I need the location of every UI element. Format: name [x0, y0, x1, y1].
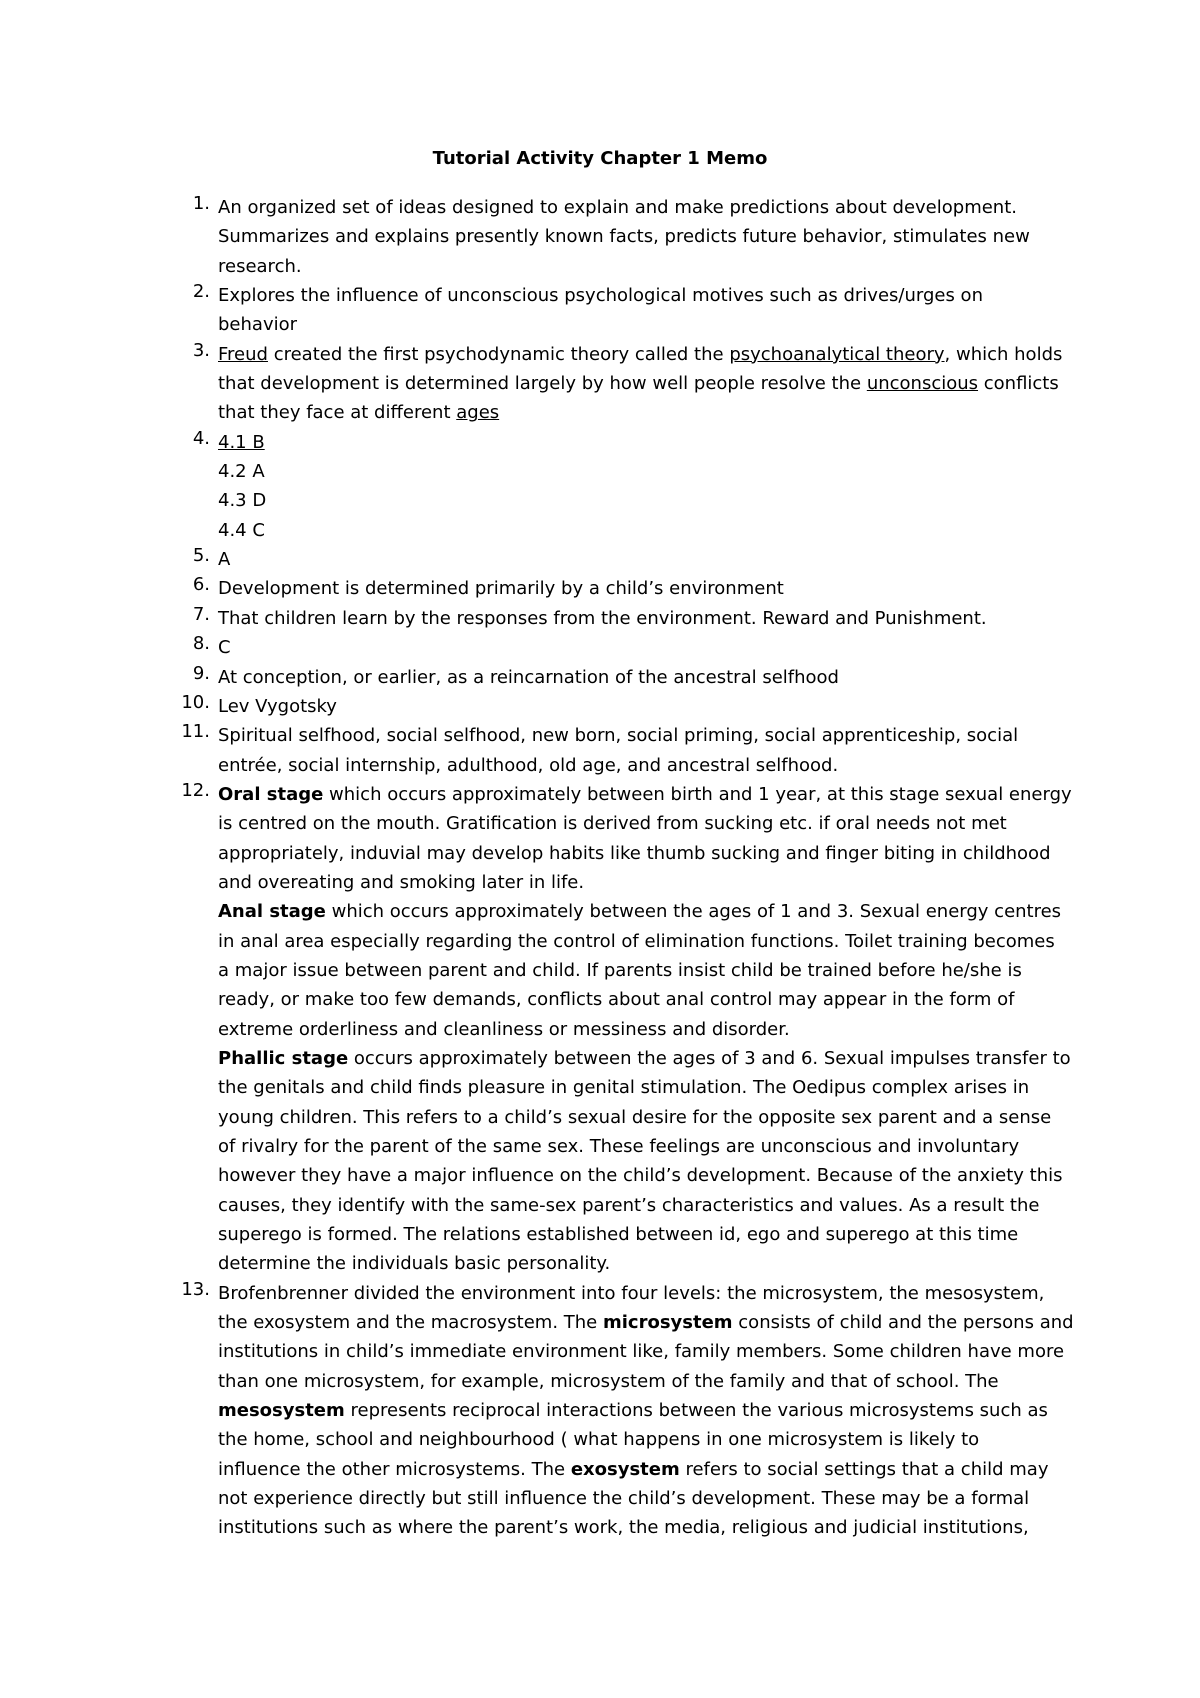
list-item — [160, 604, 1060, 633]
item-line — [218, 574, 1060, 603]
item-line — [218, 1044, 1071, 1073]
item-line — [218, 839, 1060, 868]
text-run: Spiritual selfhood, social selfhood, new born, social priming, social apprenticeship, social — [218, 725, 1019, 747]
text-run: C — [218, 637, 231, 659]
text-run: the exosystem and the macrosystem. The — [218, 1312, 603, 1334]
item-line — [218, 1132, 1060, 1161]
list-item — [160, 779, 1072, 1279]
text-run: that development is determined largely by how well people resolve the — [218, 373, 867, 395]
item-line — [218, 222, 1060, 251]
text-run: A — [218, 549, 231, 571]
text-run: created the first psychodynamic theory called the — [267, 343, 730, 365]
text-run: , which holds — [944, 343, 1063, 365]
text-run: 4.2 A — [218, 461, 265, 483]
text-run: determine the individuals basic personality. — [218, 1253, 611, 1275]
text-run: represents reciprocal interactions between the various microsystems such as — [344, 1400, 1048, 1422]
item-line — [218, 1367, 1060, 1396]
text-run: and overeating and smoking later in life. — [218, 871, 585, 893]
item-number: 9. — [192, 662, 210, 684]
item-line — [218, 1455, 1060, 1484]
text-run: not experience directly but still influence the child’s development. These may be a formal — [218, 1488, 1030, 1510]
item-line — [218, 1015, 1060, 1044]
text-run: entrée, social internship, adulthood, old age, and ancestral selfhood. — [218, 754, 839, 776]
list-item — [160, 428, 1060, 545]
text-run: research. — [218, 255, 302, 277]
bold-term: Phallic stage — [218, 1047, 349, 1069]
item-line — [218, 1425, 1060, 1454]
item-line — [218, 545, 1060, 574]
item-line — [218, 780, 1072, 809]
item-number: 6. — [192, 574, 210, 596]
text-run: Brofenbrenner divided the environment into four levels: the microsystem, the mesosystem, — [218, 1282, 1045, 1304]
item-number: 3. — [192, 339, 210, 361]
item-line — [218, 1396, 1060, 1425]
list-item — [160, 663, 1060, 692]
text-run: consists of child and the persons and — [732, 1312, 1074, 1334]
item-line — [218, 604, 1060, 633]
text-run: a major issue between parent and child. If parents insist child be trained before he/she is — [218, 959, 1022, 981]
bold-term: exosystem — [570, 1458, 680, 1480]
bold-term: Anal stage — [218, 901, 326, 923]
document-title: Tutorial Activity Chapter 1 Memo — [432, 148, 768, 169]
text-run: 4.4 C — [218, 519, 265, 541]
item-line — [218, 369, 1060, 398]
item-line — [218, 1191, 1060, 1220]
text-run: superego is formed. The relations established between id, ego and superego at this time — [218, 1224, 1019, 1246]
item-number: 12. — [181, 779, 210, 801]
text-run: influence the other microsystems. The — [218, 1458, 571, 1480]
list-item — [160, 633, 1060, 662]
item-number: 5. — [192, 545, 210, 567]
item-line — [218, 809, 1060, 838]
text-run: refers to social settings that a child may — [679, 1458, 1049, 1480]
text-run: which occurs approximately between birth and 1 year, at this stage sexual energy — [323, 783, 1072, 805]
item-line — [218, 985, 1060, 1014]
text-run: which occurs approximately between the ages of 1 and 3. Sexual energy centres — [325, 901, 1062, 923]
text-run: than one microsystem, for example, microsystem of the family and that of school. The — [218, 1370, 999, 1392]
item-line — [218, 1249, 1060, 1278]
item-number: 1. — [192, 193, 210, 214]
item-line — [218, 252, 1060, 281]
list-item — [160, 721, 1060, 780]
item-line — [218, 457, 1060, 486]
text-run: causes, they identify with the same-sex parent’s characteristics and values. As a result the — [218, 1194, 1040, 1216]
text-run: extreme orderliness and cleanliness or messiness and disorder. — [218, 1018, 790, 1040]
item-line — [218, 868, 1060, 897]
text-run: An organized set of ideas designed to explain and make predictions about development. — [218, 197, 1017, 218]
item-number: 4. — [192, 427, 210, 449]
text-run: At conception, or earlier, as a reincarnation of the ancestral selfhood — [218, 666, 839, 688]
item-line — [218, 1161, 1063, 1190]
text-run: institutions such as where the parent’s work, the media, religious and judicial institutions, — [218, 1517, 1029, 1539]
item-number: 13. — [181, 1278, 210, 1300]
item-line — [218, 1073, 1060, 1102]
text-run: Lev Vygotsky — [218, 695, 337, 717]
text-run: 4.3 D — [218, 490, 267, 512]
text-run: however they have a major influence on the child’s development. Because of the anxiety this — [218, 1165, 1063, 1187]
item-line — [218, 310, 1060, 339]
item-line — [218, 956, 1060, 985]
bold-term: Oral stage — [218, 783, 324, 805]
item-line — [218, 751, 1060, 780]
text-run: young children. This refers to a child’s sexual desire for the opposite sex parent and a sense — [218, 1106, 1052, 1128]
text-run: the home, school and neighbourhood ( what happens in one microsystem is likely to — [218, 1429, 980, 1451]
item-number: 11. — [181, 721, 210, 743]
text-run: Summarizes and explains presently known facts, predicts future behavior, stimulates new — [218, 226, 1030, 248]
text-run: That children learn by the responses from the environment. Reward and Punishment. — [218, 607, 987, 629]
item-number: 7. — [192, 603, 210, 625]
underlined-term: 4.1 B — [218, 431, 265, 453]
answer-list — [160, 193, 1074, 1543]
bold-term: mesosystem — [218, 1400, 345, 1422]
text-run: of rivalry for the parent of the same sex. These feelings are unconscious and involuntary — [218, 1136, 1020, 1157]
item-line — [218, 398, 1060, 427]
list-item — [160, 692, 1060, 721]
item-line — [218, 1308, 1074, 1337]
text-run: in anal area especially regarding the control of elimination functions. Toilet training becomes — [218, 930, 1055, 952]
underlined-term: Freud — [218, 343, 268, 365]
item-line — [218, 281, 1060, 310]
text-run: ready, or make too few demands, conflicts about anal control may appear in the form of — [218, 989, 1015, 1011]
item-line — [218, 721, 1060, 750]
item-number: 8. — [192, 633, 210, 655]
item-line — [218, 1220, 1060, 1249]
item-number: 2. — [192, 281, 210, 303]
item-line — [218, 692, 1060, 721]
text-run: Explores the influence of unconscious psychological motives such as drives/urges on — [218, 285, 983, 307]
text-run: institutions in child’s immediate environment like, family members. Some children have more — [218, 1341, 1065, 1363]
underlined-term: unconscious — [866, 373, 979, 395]
item-line — [218, 193, 1060, 222]
underlined-term: ages — [456, 402, 500, 424]
text-run: behavior — [218, 314, 298, 336]
item-line — [218, 486, 1060, 515]
item-line — [218, 340, 1063, 369]
bold-term: microsystem — [602, 1312, 733, 1334]
list-item — [160, 574, 1060, 603]
item-line — [218, 428, 1060, 457]
item-line — [218, 1279, 1060, 1308]
item-line — [218, 663, 1060, 692]
text-run: is centred on the mouth. Gratification is derived from sucking etc. if oral needs not met — [218, 813, 1007, 835]
item-line — [218, 1337, 1065, 1366]
item-line — [218, 516, 1060, 545]
item-number: 10. — [181, 691, 210, 713]
list-item — [160, 545, 1060, 574]
item-line — [218, 1103, 1060, 1132]
text-run: conflicts — [978, 373, 1059, 395]
item-line — [218, 1484, 1060, 1513]
item-line — [218, 897, 1060, 926]
list-item — [160, 1278, 1074, 1543]
item-line — [218, 1513, 1060, 1542]
item-line — [218, 927, 1060, 956]
text-run: appropriately, induvial may develop habits like thumb sucking and finger biting in childhood — [218, 842, 1051, 864]
text-run: the genitals and child finds pleasure in genital stimulation. The Oedipus complex arises in — [218, 1077, 1030, 1099]
text-run: occurs approximately between the ages of 3 and 6. Sexual impulses transfer to — [348, 1047, 1071, 1069]
list-item — [160, 193, 1060, 281]
text-run: that they face at different — [218, 402, 457, 424]
list-item — [160, 281, 1060, 340]
underlined-term: psychoanalytical theory — [729, 343, 945, 365]
item-line — [218, 633, 1060, 662]
text-run: Development is determined primarily by a child’s environment — [218, 578, 784, 600]
list-item — [160, 339, 1063, 428]
